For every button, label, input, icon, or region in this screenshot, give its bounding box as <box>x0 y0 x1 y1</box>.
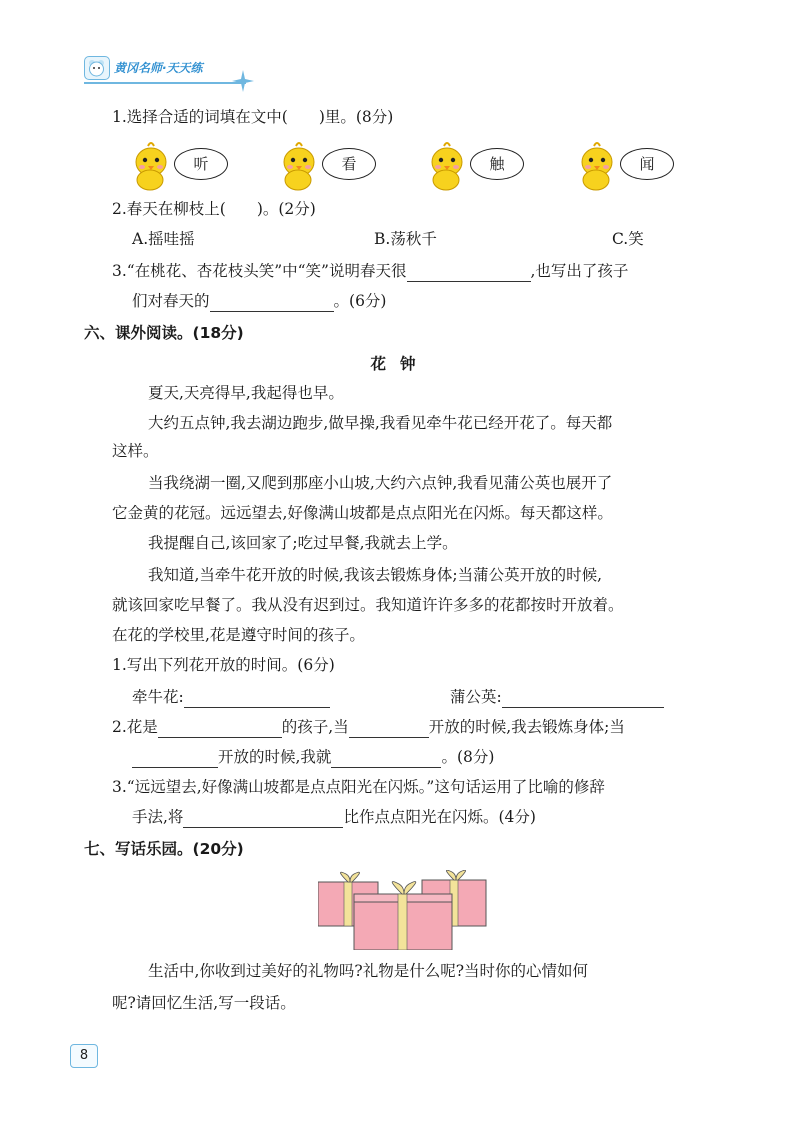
section6-heading: 六、课外阅读。(18分) <box>84 324 244 342</box>
sparkle-icon <box>232 70 254 92</box>
passage-p1: 夏天,天亮得早,我起得也早。 <box>148 384 344 402</box>
rq2-t5: 。(8分) <box>441 748 495 766</box>
chick-icon <box>276 140 326 192</box>
rq3-line-2 <box>132 806 536 828</box>
chick-word-4 <box>574 140 694 192</box>
header-divider <box>84 82 246 84</box>
passage-p2b: 这样。 <box>112 442 159 460</box>
word-option: 触 <box>470 148 524 180</box>
rq2-t2: 的孩子,当 <box>281 718 349 736</box>
rq3-blank[interactable] <box>183 810 343 828</box>
q3-blank-2[interactable] <box>210 294 334 312</box>
section7-heading: 七、写话乐园。(20分) <box>84 840 244 858</box>
passage-p2a: 大约五点钟,我去湖边跑步,做早操,我看见牵牛花已经开花了。每天都 <box>148 414 613 432</box>
q3-blank-1[interactable] <box>407 264 531 282</box>
rq2-t3: 开放的时候,我去锻炼身体;当 <box>428 718 625 736</box>
chick-icon <box>128 140 178 192</box>
gift-boxes-icon <box>318 870 488 950</box>
rq2-line-1 <box>112 716 625 738</box>
q2-option-a[interactable]: A.摇哇摇 <box>132 230 195 248</box>
rq2-t1: 2.花是 <box>112 718 158 736</box>
rq3-line-1: 3.“远远望去,好像满山坡都是点点阳光在闪烁。”这句话运用了比喻的修辞 <box>112 778 605 796</box>
rq2-blank-1[interactable] <box>158 720 282 738</box>
passage-p4: 我提醒自己,该回家了;吃过早餐,我就去上学。 <box>148 534 458 552</box>
rq1-label-a: 牵牛花: <box>132 688 184 706</box>
writing-line-1: 生活中,你收到过美好的礼物吗?礼物是什么呢?当时你的心情如何 <box>148 962 589 980</box>
q2-prompt: 2.春天在柳枝上( )。(2分) <box>112 200 316 218</box>
rq2-blank-3[interactable] <box>132 750 218 768</box>
chick-icon <box>574 140 624 192</box>
q3-line-1 <box>112 260 628 282</box>
q3-line-2 <box>132 290 386 312</box>
passage-title: 花钟 <box>370 355 430 373</box>
header-brand: 黄冈名师·天天练 <box>114 61 203 75</box>
word-option: 听 <box>174 148 228 180</box>
passage-p3b: 它金黄的花冠。远远望去,好像满山坡都是点点阳光在闪烁。每天都这样。 <box>112 504 613 522</box>
rq2-blank-4[interactable] <box>331 750 441 768</box>
chick-word-3 <box>424 140 544 192</box>
page-number: 8 <box>70 1044 98 1068</box>
q3-text-d: 。(6分) <box>333 292 387 310</box>
rq1-line <box>132 686 330 708</box>
rq2-line-2 <box>132 746 494 768</box>
q2-option-c[interactable]: C.笑 <box>612 230 644 248</box>
q3-text-a: 3.“在桃花、杏花枝头笑”中“笑”说明春天很 <box>112 262 407 280</box>
word-option: 看 <box>322 148 376 180</box>
rq1-prompt: 1.写出下列花开放的时间。(6分) <box>112 656 335 674</box>
rq3-t2: 手法,将 <box>132 808 184 826</box>
q1-prompt: 1.选择合适的词填在文中( )里。(8分) <box>112 108 394 126</box>
passage-p5c: 在花的学校里,花是遵守时间的孩子。 <box>112 626 365 644</box>
rq2-blank-2[interactable] <box>349 720 429 738</box>
chick-word-2 <box>276 140 396 192</box>
rq1-blank-a[interactable] <box>184 690 330 708</box>
rq1-blank-b[interactable] <box>502 690 664 708</box>
rq2-t4: 开放的时候,我就 <box>218 748 332 766</box>
passage-p5a: 我知道,当牵牛花开放的时候,我该去锻炼身体;当蒲公英开放的时候, <box>148 566 603 584</box>
bear-logo-icon <box>84 56 110 80</box>
q2-option-b[interactable]: B.荡秋千 <box>374 230 437 248</box>
word-option: 闻 <box>620 148 674 180</box>
rq1-label-b: 蒲公英: <box>450 688 502 706</box>
passage-p3a: 当我绕湖一圈,又爬到那座小山坡,大约六点钟,我看见蒲公英也展开了 <box>148 474 613 492</box>
rq3-t3: 比作点点阳光在闪烁。(4分) <box>343 808 536 826</box>
writing-line-2: 呢?请回忆生活,写一段话。 <box>112 994 296 1012</box>
passage-p5b: 就该回家吃早餐了。我从没有迟到过。我知道许许多多的花都按时开放着。 <box>112 596 624 614</box>
header-logo <box>84 56 254 82</box>
chick-word-1 <box>128 140 248 192</box>
chick-icon <box>424 140 474 192</box>
q3-text-c: 们对春天的 <box>132 292 210 310</box>
q3-text-b: ,也写出了孩子 <box>530 262 629 280</box>
rq1-line-b <box>450 686 664 708</box>
